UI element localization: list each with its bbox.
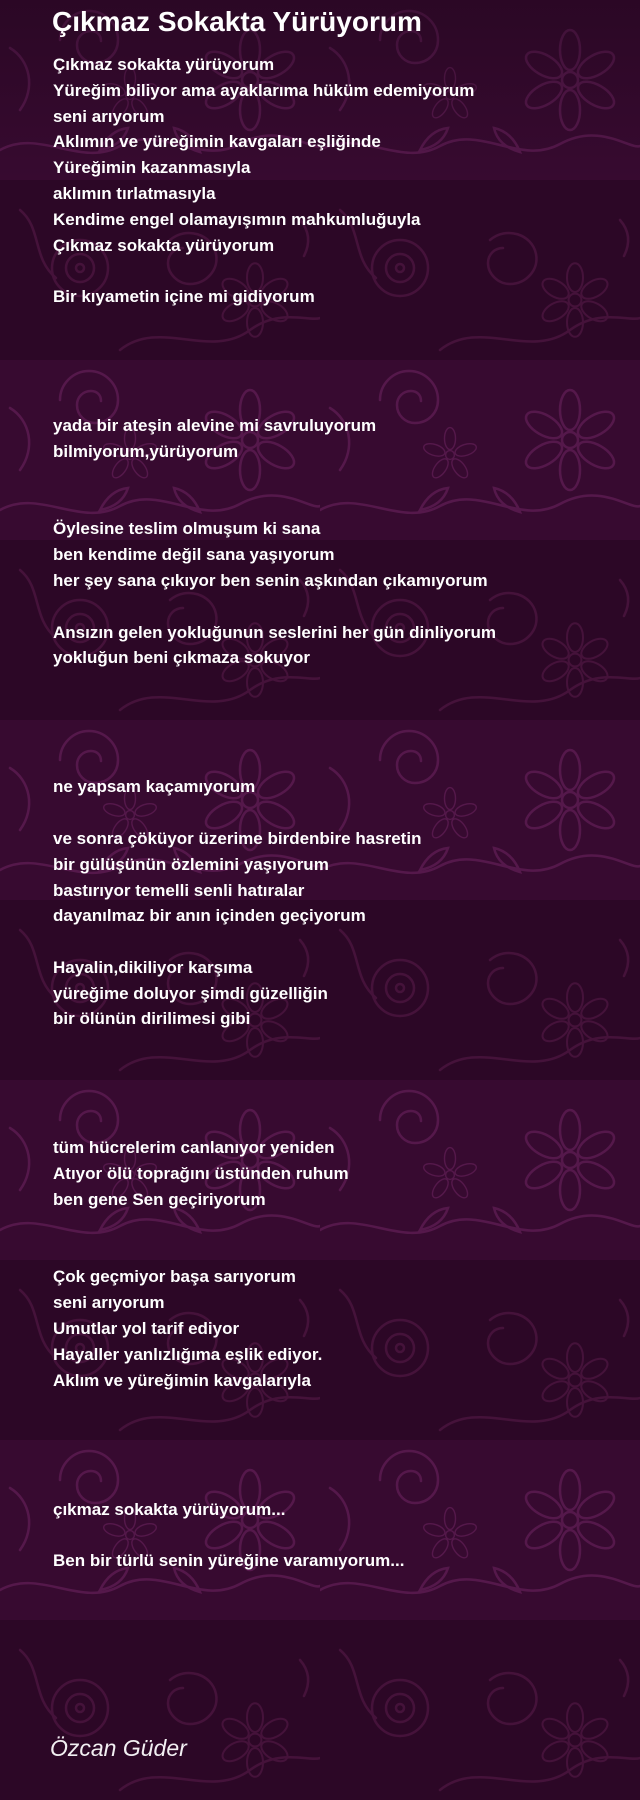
poem-line: ne yapsam kaçamıyorum bbox=[53, 777, 256, 797]
poem-line bbox=[53, 1032, 613, 1058]
poem-line: seni arıyorum bbox=[53, 1293, 165, 1313]
poem-line: Ansızın gelen yokluğunun seslerini her gün dinliyorum bbox=[53, 622, 496, 642]
poem-line: Aklımın ve yüreğimin kavgaları eşliğinde bbox=[53, 132, 381, 152]
poem-line: bilmiyorum,yürüyorum bbox=[53, 441, 239, 461]
poem-line: her şey sana çıkıyor ben senin aşkından çıkamıyorum bbox=[53, 570, 488, 590]
poem-line bbox=[53, 465, 613, 491]
poem-line bbox=[53, 1445, 613, 1471]
poem-line bbox=[53, 594, 613, 620]
poem-line bbox=[53, 697, 613, 723]
poem-line: yokluğun beni çıkmaza sokuyor bbox=[53, 648, 310, 668]
poem-line bbox=[53, 1393, 613, 1419]
poem-body bbox=[53, 52, 613, 1574]
poem-line: aklımın tırlatmasıyla bbox=[53, 183, 216, 203]
poem-line bbox=[53, 1084, 613, 1110]
poem-line bbox=[53, 387, 613, 413]
poem-line bbox=[53, 1471, 613, 1497]
poem-line: Hayaller yanlızlığıma eşlik ediyor. bbox=[53, 1344, 323, 1364]
poem-line: yüreğime doluyor şimdi güzelliğin bbox=[53, 983, 328, 1003]
poem-line bbox=[53, 362, 613, 388]
poem-line: Öylesine teslim olmuşum ki sana bbox=[53, 519, 321, 539]
poem-line: ve sonra çöküyor üzerime birdenbire hasretin bbox=[53, 828, 422, 848]
poem-line bbox=[53, 1239, 613, 1265]
poem-line bbox=[53, 671, 613, 697]
poem-line: ben kendime değil sana yaşıyorum bbox=[53, 545, 335, 565]
poem-line bbox=[53, 1522, 613, 1548]
poem-line bbox=[53, 1213, 613, 1239]
poem-line: Bir kıyametin içine mi gidiyorum bbox=[53, 287, 315, 307]
poem-line bbox=[53, 336, 613, 362]
poem-line: Çok geçmiyor başa sarıyorum bbox=[53, 1267, 296, 1287]
poem-line bbox=[53, 929, 613, 955]
poem-line bbox=[53, 491, 613, 517]
poem-line bbox=[53, 1058, 613, 1084]
poem-line: Kendime engel olamayışımın mahkumluğuyla bbox=[53, 209, 421, 229]
poem-line: Yüreğim biliyor ama ayaklarıma hüküm edemiyorum bbox=[53, 80, 475, 100]
poem-line: Çıkmaz sokakta yürüyorum bbox=[53, 235, 275, 255]
poem-line: Atıyor ölü toprağını üstünden ruhum bbox=[53, 1164, 349, 1184]
poem-line bbox=[53, 310, 613, 336]
poem-line: dayanılmaz bir anın içinden geçiyorum bbox=[53, 906, 366, 926]
poem-line: yada bir ateşin alevine mi savruluyorum bbox=[53, 416, 377, 436]
poem-line: Hayalin,dikiliyor karşıma bbox=[53, 957, 253, 977]
poem-line: Çıkmaz sokakta yürüyorum bbox=[53, 55, 275, 74]
poem-line: seni arıyorum bbox=[53, 106, 165, 126]
poem-line: çıkmaz sokakta yürüyorum... bbox=[53, 1499, 286, 1519]
poem-line bbox=[53, 723, 613, 749]
poem-line: tüm hücrelerim canlanıyor yeniden bbox=[53, 1138, 335, 1158]
poem-line: Aklım ve yüreğimin kavgalarıyla bbox=[53, 1370, 311, 1390]
poem-line: Ben bir türlü senin yüreğine varamıyorum... bbox=[53, 1551, 405, 1571]
poem-line: bastırıyor temelli senli hatıralar bbox=[53, 880, 305, 900]
poem-line bbox=[53, 1419, 613, 1445]
poem-author: Özcan Güder bbox=[50, 1735, 187, 1761]
poem-line: Umutlar yol tarif ediyor bbox=[53, 1319, 240, 1339]
poem-line: bir gülüşünün özlemini yaşıyorum bbox=[53, 854, 329, 874]
poem-line bbox=[53, 258, 613, 284]
poem-line bbox=[53, 800, 613, 826]
poem-line: bir ölünün dirilimesi gibi bbox=[53, 1009, 251, 1029]
poem-line bbox=[53, 749, 613, 775]
poem-line bbox=[53, 1110, 613, 1136]
poem-title: Çıkmaz Sokakta Yürüyorum bbox=[52, 6, 422, 37]
poem-line: Yüreğimin kazanmasıyla bbox=[53, 158, 251, 178]
poem-line: ben gene Sen geçiriyorum bbox=[53, 1190, 266, 1210]
